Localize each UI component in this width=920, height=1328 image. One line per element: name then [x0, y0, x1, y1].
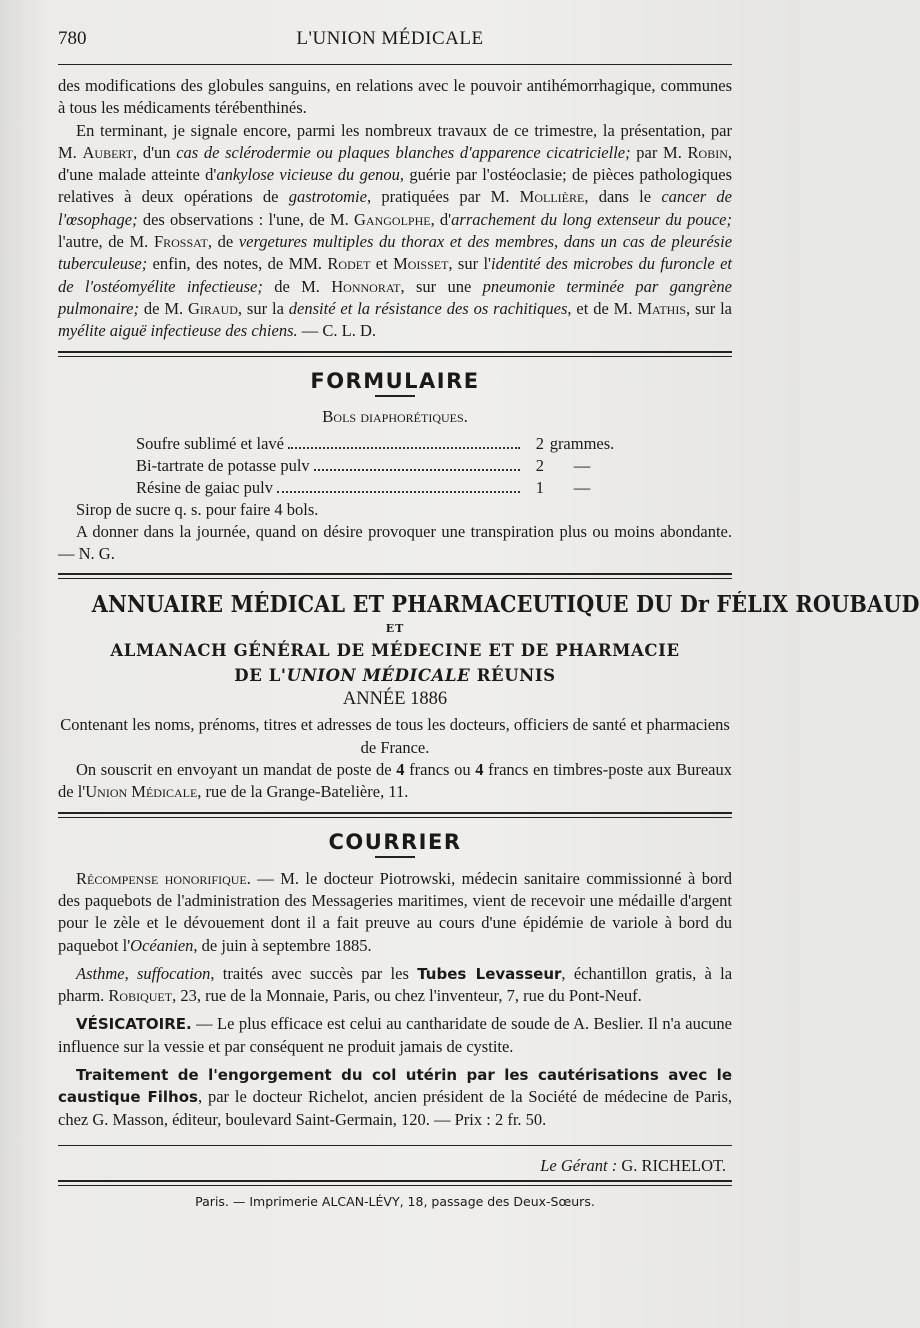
- ingredient-quantity: 2: [535, 455, 544, 475]
- ingredient-unit: —: [573, 477, 591, 497]
- subscription-info: On souscrit en envoyant un mandat de poste de 4 francs ou 4 francs en timbres-poste aux Bureaux de l'Union Médicale, rue de la Grange-Batelière, 11.: [58, 760, 733, 802]
- ingredient-name: Bi-tartrate de potasse pulv: [136, 455, 310, 475]
- ingredient-quantity: 1: [535, 477, 544, 497]
- syrup-line: Sirop de sucre q. s. pour faire 4 bols.: [76, 499, 319, 519]
- section-divider: [58, 351, 732, 357]
- dosage-instruction: A donner dans la journée, quand on désire provoquer une transpiration plus ou moins abondante. — N. G.: [58, 521, 732, 564]
- ingredient-list: [136, 433, 620, 499]
- ingredient-row: [136, 433, 620, 455]
- author-aubert: Aubert: [82, 142, 134, 162]
- ingredient-unit: grammes.: [549, 433, 615, 453]
- formulaire-title: FORMULAIRE: [310, 368, 480, 393]
- section-divider: [58, 812, 732, 818]
- ingredient-name: Résine de gaiac pulv: [136, 477, 273, 497]
- author-moisset: Moisset: [393, 254, 449, 274]
- page-header: [58, 28, 732, 58]
- leader-dots: [314, 469, 520, 471]
- leader-dots: [277, 491, 520, 493]
- almanach-title: ALMANACH GÉNÉRAL DE MÉDECINE ET DE PHARMACIE: [110, 641, 680, 661]
- author-robin: Robin: [687, 142, 728, 162]
- section-divider: [58, 573, 732, 579]
- running-head: L'UNION MÉDICALE: [296, 28, 484, 49]
- footer-rule: [58, 1145, 732, 1146]
- vesicatoire-notice: VÉSICATOIRE. — Le plus efficace est celui au cantharidate de soude de A. Beslier. Il n'a aucune influence sur la vessie et par conséquent ne produit jamais de cystite.: [58, 1014, 732, 1056]
- title-underline: [375, 856, 415, 858]
- page-number: 780: [58, 28, 87, 49]
- recompense-paragraph: Récompense honorifique. — M. le docteur Piotrowski, médecin sanitaire commissionné à bord des paquebots de l'administration des Messageries maritimes, vient de recevoir une médaille d'argent pour le zèle et le dévouement dont il a fait preuve au cours d'une épidémie de variole à bord du paquebot l'Océanien, de juin à septembre 1885.: [58, 868, 732, 955]
- author-honnorat: Honnorat: [331, 276, 401, 296]
- author-giraud: Giraud: [188, 298, 238, 318]
- annuaire-et: ET: [385, 622, 405, 636]
- intro-closing-paragraph: En terminant, je signale encore, parmi les nombreux travaux de ce trimestre, la présentation, par M. Aubert, d'un cas de sclérodermie ou plaques blanches d'apparence cicatricielle; par M. Robin, d'une malade atteinte d'ankylose vicieuse du genou, guérie par l'ostéoclasie; de pièces pathologiques relatives à deux opérations de gastrotomie, pratiquées par M. Mollière, dans le cancer de l'œsophage; des observations : l'une, de M. Gangolphe, d'arrachement du long extenseur du pouce; l'autre, de M. Frossat, de vergetures multiples du thorax et des membres, dans un cas de pleurésie tuberculeuse; enfin, des notes, de MM. Rodet et Moisset, sur l'identité des microbes du furoncle et de l'ostéomyélite infectieuse; de M. Honnorat, sur une pneumonie terminée par gangrène pulmonaire; de M. Giraud, sur la densité et la résistance des os rachitiques, et de M. Mathis, sur la myélite aiguë infectieuse des chiens. — C. L. D.: [58, 120, 733, 341]
- printer-imprint: Paris. — Imprimerie ALCAN-LÉVY, 18, passage des Deux-Sœurs.: [195, 1193, 595, 1209]
- courrier-title: COURRIER: [328, 829, 462, 854]
- title-underline: [375, 395, 415, 397]
- asthme-notice: Asthme, suffocation, traités avec succès par les Tubes Levasseur, échantillon gratis, à la pharm. Robiquet, 23, rue de la Monnaie, Paris, ou chez l'inventeur, 7, rue du Pont-Neuf.: [58, 963, 733, 1006]
- recipe-title: Bols diaphorétiques.: [322, 406, 468, 426]
- footer-divider: [58, 1180, 732, 1186]
- ingredient-row: [136, 455, 620, 477]
- author-gangolphe: Gangolphe: [353, 209, 431, 229]
- intro-continued-paragraph: des modifications des globules sanguins, en relations avec le pouvoir antihémorrhagique, communes à tous les médicaments térébenthinés.: [58, 76, 732, 118]
- annuaire-title: ANNUAIRE MÉDICAL ET PHARMACEUTIQUE DU Dr FÉLIX ROUBAUD: [91, 591, 920, 619]
- annuaire-year: ANNÉE 1886: [342, 689, 448, 710]
- author-frossat: Frossat: [153, 232, 208, 252]
- almanach-subtitle: DE L'UNION MÉDICALE RÉUNIS: [234, 666, 556, 686]
- ingredient-row: [136, 477, 620, 499]
- gerant-signature: Le Gérant : G. RICHELOT.: [540, 1155, 726, 1175]
- annuaire-contents: Contenant les noms, prénoms, titres et adresses de tous les docteurs, officiers de santé et pharmaciens de France.: [60, 715, 730, 757]
- ingredient-name: Soufre sublimé et lavé: [136, 433, 285, 453]
- header-rule: [58, 64, 732, 65]
- author-molliere: Mollière: [519, 187, 585, 207]
- leader-dots: [288, 447, 520, 449]
- author-rodet: Rodet: [327, 254, 371, 274]
- ingredient-quantity: 2: [535, 433, 544, 453]
- traitement-notice: Traitement de l'engorgement du col utérin par les cautérisations avec le caustique Filhos, par le docteur Richelot, ancien président de la Société de médecine de Paris, chez G. Masson, éditeur, boulevard Saint-Germain, 120. — Prix : 2 fr. 50.: [58, 1066, 732, 1129]
- author-mathis: Mathis: [637, 298, 687, 318]
- ingredient-unit: —: [573, 455, 591, 475]
